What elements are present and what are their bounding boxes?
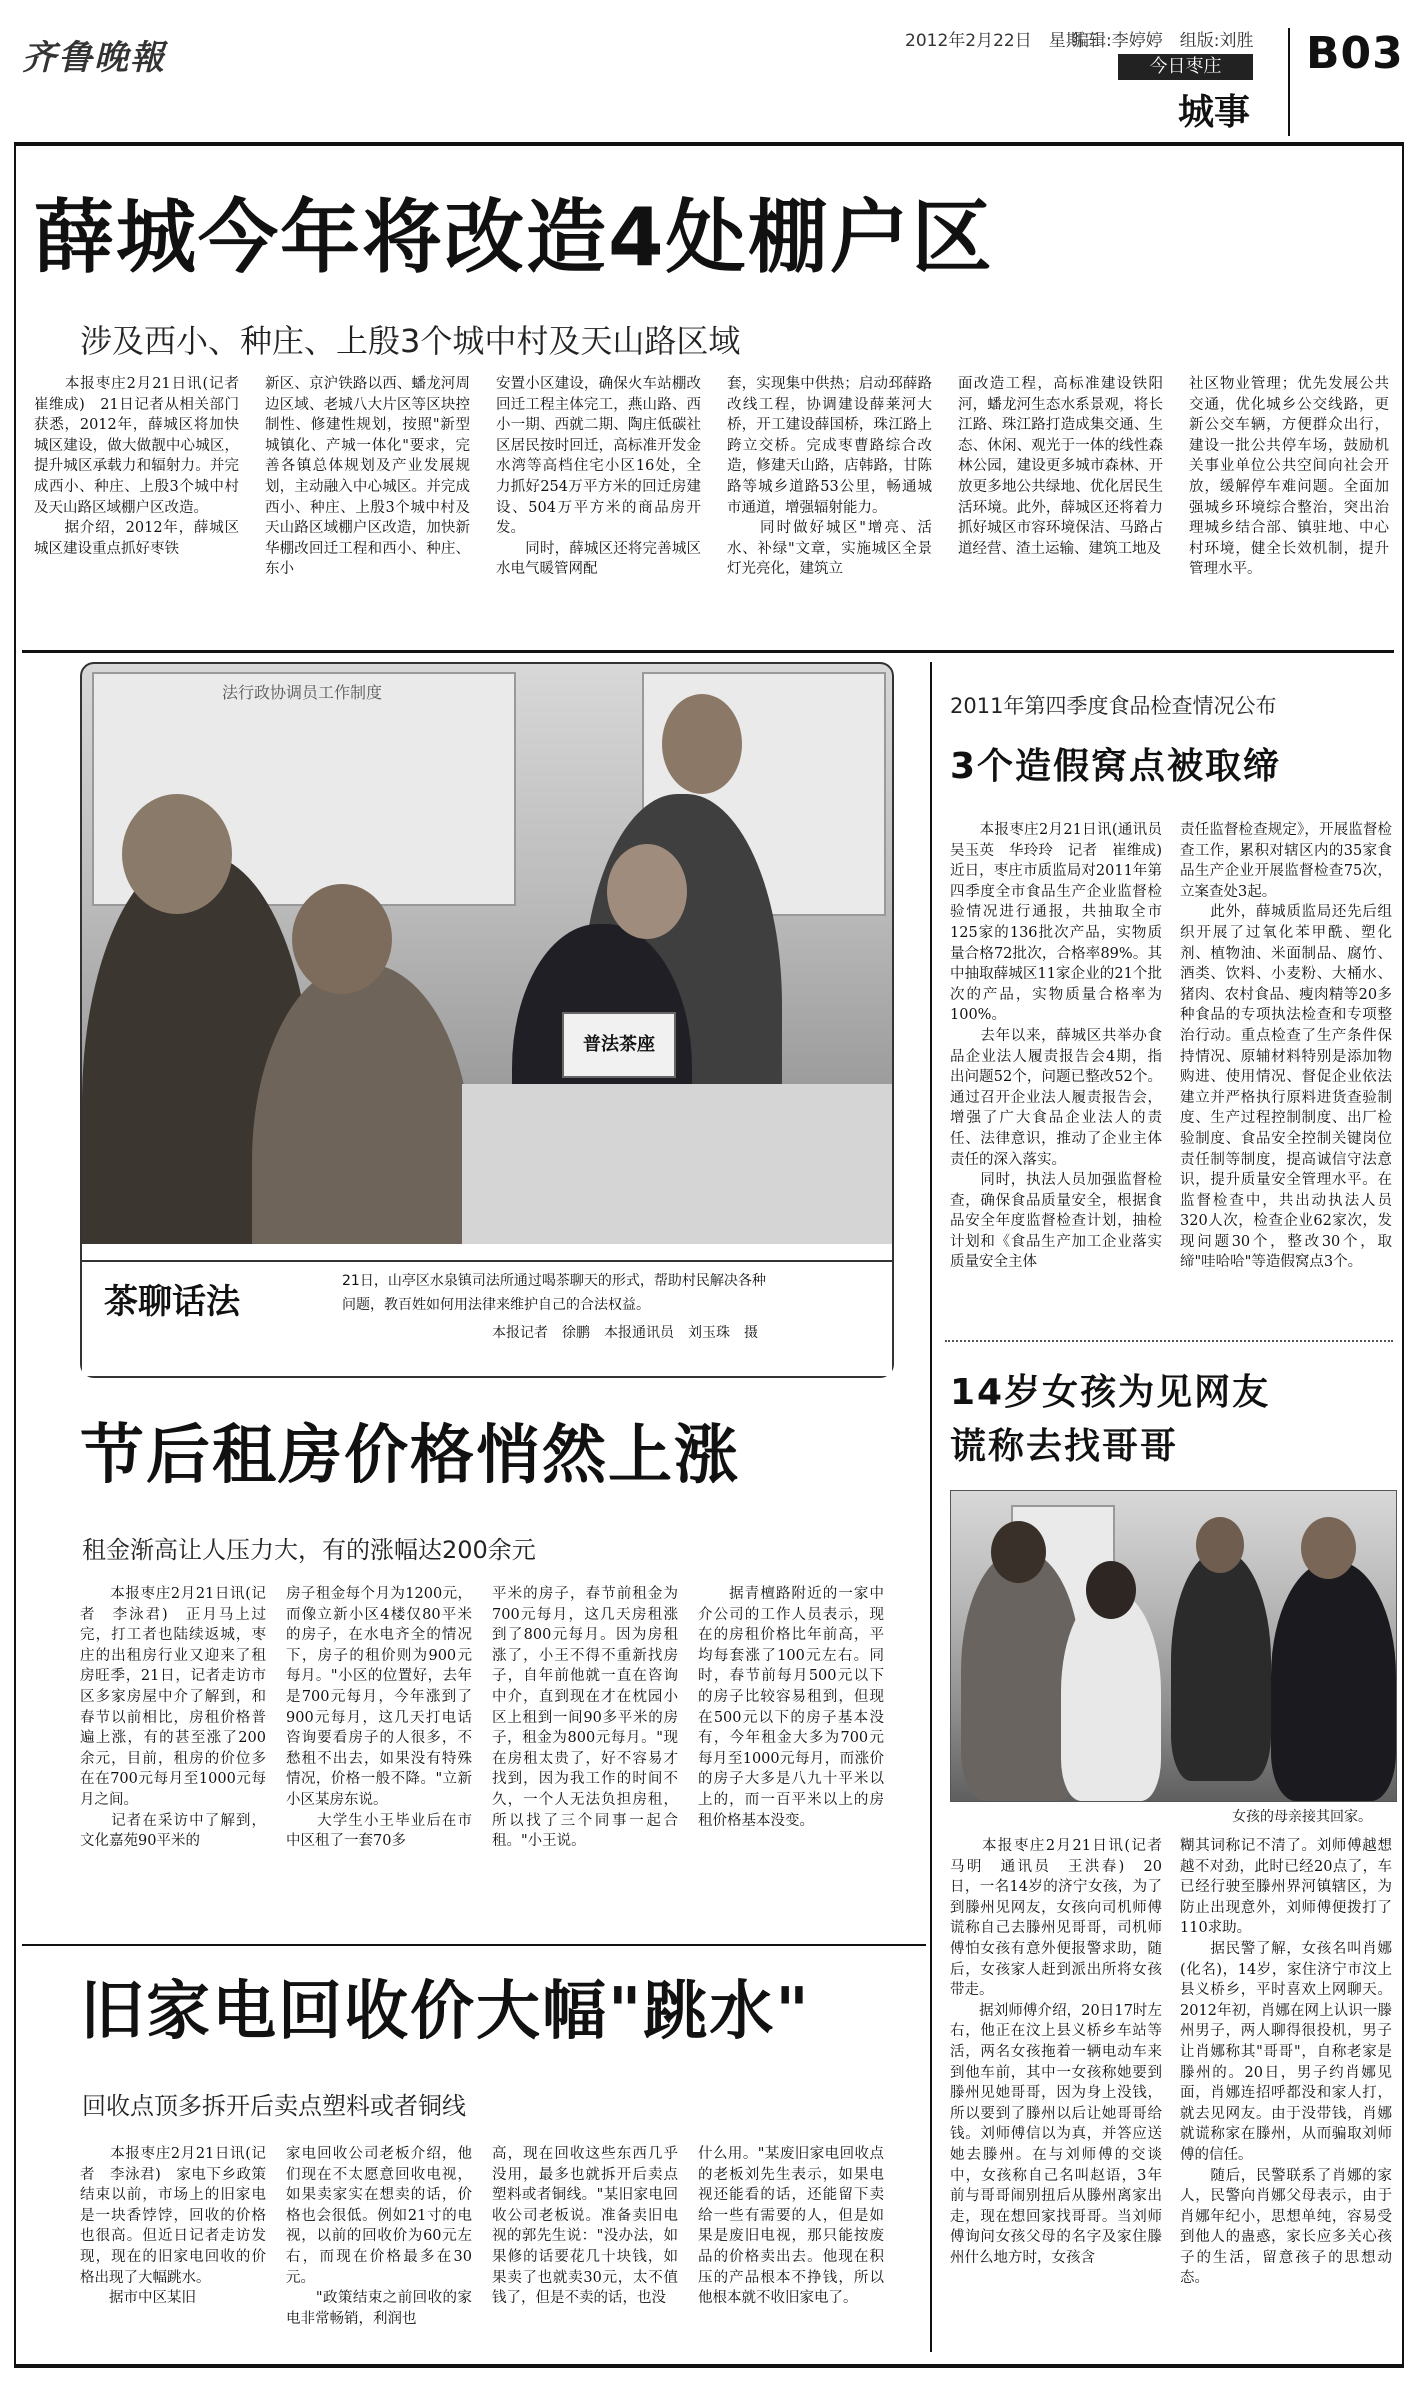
rent-column-3: 平米的房子，春节前租金为700元每月，这几天房租涨到了800元每月。因为房租涨了，小王不得不重新找房子，自年前他就一直在咨询中介，直到现在才在枕园小区上租到一间90多平米的房子，租金为800元每月。"现在房租太贵了，好不容易才找到，因为我工作的时间不久，一个人无法负担房租，所以找了三个同事一起合租。"小王说。 (492, 1586, 678, 1850)
section-title: 城事 (1178, 92, 1251, 133)
mother-head (991, 1521, 1046, 1583)
lead-bottom-rule (22, 650, 1394, 653)
rent-column-2: 房子租金每个月为1200元，而像立新小区4楼仅80平米的房子，在水电齐全的情况下，房子的租价则为900元每月。"小区的位置好，去年是700元每月，今年涨到了900元每月，这几天打电话咨询要看房子的人很多，不愁租不出去，如果没有特殊情况，价格一般不降。"立新小区某房东说。 大学生小王毕业后在市中区租了一套70多 (286, 1586, 472, 1850)
girl-column-2: 糊其词称记不清了。刘师傅越想越不对劲，此时已经20点了，车已经行驶至滕州界河镇辖区，为防止出现意外，刘师傅便拨打了110求助。 据民警了解，女孩名叫肖娜(化名)，14岁，家住济宁市汶上县义桥乡，平时喜欢上网聊天。2012年初，肖娜在网上认识一滕州男子，两人聊得很投机，男子让肖娜称其"哥哥"，自称老家是滕州的。20日，男子约肖娜见面，肖娜连招呼都没和家人打，就去见网友。由于没带钱，肖娜就谎称家在滕州，从而骗取刘师傅的信任。 随后，民警联系了肖娜的家人，民警向肖娜父母表示，由于肖娜年纪小，思想单纯，容易受到他人的蛊惑，家长应多关心孩子的生活，留意孩子的思想动态。 (1180, 1838, 1392, 2287)
villager-head (292, 884, 392, 994)
page-frame-bottom (14, 2364, 1404, 2368)
girl-column-1: 本报枣庄2月21日讯(记者 马明 通讯员 王洪春) 20日，一名14岁的济宁女孩，为了到滕州见网友，女孩向司机师傅谎称自己去滕州见哥哥，司机师傅怕女孩有意外便报警求助，随后，女孩家人赶到派出所将女孩带走。 据刘师傅介绍，20日17时左右，他正在汶上县义桥乡车站等活，两名女孩拖着一辆电动车来到他车前，其中一女孩称她要到滕州见她哥哥，因为身上没钱，所以要到了滕州以后让她哥哥给钱。刘师傅信以为真，并答应送她去滕州。在与刘师傅的交谈中，女孩称自己名叫赵语，3年前与哥哥闹别扭后从滕州离家出走，现在想回家找哥哥。当刘师傅询问女孩父母的名字及家住滕州什么地方时，女孩含 (950, 1838, 1162, 2266)
policewoman-head (607, 844, 687, 939)
board-title: 法行政协调员工作制度 (222, 683, 383, 702)
appliance-column-3: 高，现在回收这些东西几乎没用，最多也就拆开后卖点塑料或者铜线。"某旧家电回收公司老板说。准备卖旧电视的郭先生说："没办法，如果修的话要花几十块钱，如果卖了也就卖30元，太不值钱了，但是不卖的话，也没 (492, 2146, 678, 2307)
appliance-subhead: 回收点顶多拆开后卖点塑料或者铜线 (82, 2092, 466, 2120)
appliance-column-1: 本报枣庄2月21日讯(记者 李泳君) 家电下乡政策结束以前，市场上的旧家电是一块香饽饽，回收的价格也很高。但近日记者走访发现，现在的旧家电回收的价格出现了大幅跳水。 据市中区某旧 (80, 2146, 266, 2307)
page-frame-left (14, 142, 16, 2366)
header-divider (1288, 28, 1290, 136)
section-tab: 今日枣庄 (1118, 54, 1253, 80)
lead-column-4: 套，实现集中供热；启动邳薛路改线工程，协调建设薛莱河大桥，开工建设薛国桥，珠江路上跨立交桥。完成枣曹路综合改造，修建天山路，店韩路，甘陈路等城乡道路53公里，畅通城市通道，增强辐射能力。 同时做好城区"增亮、活水、补绿"文章，实施城区全景灯光亮化，建筑立 (727, 376, 932, 578)
header-rule (14, 142, 1404, 146)
girl-photo (950, 1490, 1397, 1802)
appliance-column-4: 什么用。"某废旧家电回收点的老板刘先生表示，如果电视还能看的话，还能留下卖给一些有需要的人，但是如果是废旧电视，那只能按废品的价格卖出去。他现在积压的产品根本不挣钱，所以他根本就不收旧家电了。 (698, 2146, 884, 2307)
newspaper-brand: 齐鲁晚報 (22, 38, 166, 78)
girl-photo-caption: 女孩的母亲接其回家。 (1232, 1809, 1372, 1825)
editor-credit: 编辑:李婷婷 组版:刘胜 (1072, 31, 1254, 51)
appliance-headline: 旧家电回收价大幅"跳水" (80, 1975, 811, 2049)
lead-subhead: 涉及西小、种庄、上殷3个城中村及天山路区域 (80, 322, 741, 360)
girl-figure (1061, 1591, 1161, 1801)
caption-rule (82, 1260, 892, 1262)
old-man-head (122, 794, 232, 914)
tea-law-photo (80, 662, 894, 1378)
right-column-divider (930, 662, 932, 2352)
photo-credit: 本报记者 徐鹏 本报通讯员 刘玉珠 摄 (492, 1325, 758, 1341)
tea-seat-sign: 普法茶座 (562, 1012, 676, 1078)
food-column-2: 责任监督检查规定》，开展监督检查工作，累积对辖区内的35家食品生产企业开展监督检查75次，立案查处3起。 此外，薛城质监局还先后组织开展了过氧化苯甲酰、塑化剂、植物油、米面制品、腐竹、酒类、饮料、小麦粉、大桶水、猪肉、农村食品、瘦肉精等20多种食品的专项执法检查和专项整治行动。重点检查了生产条件保持情况、原辅材料特别是添加物购进、使用情况、督促企业依法建立并严格执行原料进货查验制度、生产过程控制制度、出厂检验制度、食品安全控制关键岗位责任制等制度，提高诚信守法意识，提升质量安全管理水平。在监督检查中，共出动执法人员320人次，检查企业62家次，发现问题30个，整改30个，取缔"哇哈哈"等造假窝点3个。 (1180, 822, 1392, 1271)
rent-headline: 节后租房价格悄然上涨 (80, 1419, 740, 1493)
police-figure (1271, 1561, 1396, 1801)
rent-column-4: 据青檀路附近的一家中介公司的工作人员表示，现在的房租价格比年前高，平均每套涨了100元左右。同时，春节前每月500元以下的房子比较容易租到，但现在500元以下的房子基本没有，今年租金大多为700元每月至1000元每月，而涨价的房子大多是八九十平米以上的，而一百平米以上的房租价格基本没变。 (698, 1586, 884, 1829)
lead-column-2: 新区、京沪铁路以西、蟠龙河周边区域、老城八大片区等区块控制性、修建性规划，按照"新型城镇化、产城一体化"要求，完善各镇总体规划及产业发展规划，主动融入中心城区。并完成西小、种庄、上殷3个城中村及天山路区域棚户区改造，加快新华棚改回迁工程和西小、种庄、东小 (265, 376, 470, 578)
girl-head (1086, 1561, 1136, 1619)
lead-column-6: 社区物业管理；优先发展公共交通，优化城乡公交线路，更新公交车辆，方便群众出行，建设一批公共停车场，鼓励机关事业单位公共空间向社会开放，缓解停车难问题。全面加强城乡环境综合整治，突出治理城乡结合部、镇驻地、中心村环境，健全长效机制，提升管理水平。 (1189, 376, 1389, 578)
man-figure (1171, 1551, 1271, 1781)
photo-caption-line-1: 21日，山亭区水泉镇司法所通过喝茶聊天的形式，帮助村民解决各种 (342, 1273, 766, 1289)
officer-standing-head (662, 694, 742, 794)
page-number: B03 (1306, 28, 1404, 79)
food-headline: 3个造假窝点被取缔 (950, 746, 1282, 787)
rent-column-1: 本报枣庄2月21日讯(记者 李泳君) 正月马上过完，打工者也陆续返城，枣庄的出租房行业又迎来了租房旺季，21日，记者走访市区多家房屋中介了解到，和春节以前相比，房租价格普遍上涨，有的甚至涨了200余元，目前，租房的价位多在在700元每月至1000元每月之间。 记者在采访中了解到，文化嘉苑90平米的 (80, 1586, 266, 1850)
lead-column-1: 本报枣庄2月21日讯(记者 崔维成) 21日记者从相关部门获悉，2012年，薛城区将加快城区建设，做大做靓中心城区，提升城区承载力和辐射力。并完成西小、种庄、上殷3个城中村及天山路区域棚户区改造。 据介绍，2012年，薛城区城区建设重点抓好枣铁 (34, 376, 239, 557)
girl-headline-2: 谎称去找哥哥 (950, 1426, 1179, 1467)
appliance-column-2: 家电回收公司老板介绍，他们现在不太愿意回收电视，如果卖家实在想卖的话，价格也会很低。例如21寸的电视，以前的回收价为60元左右，而现在价格最多在30元。 "政策结束之前回收的家电非常畅销，利润也 (286, 2146, 472, 2327)
food-bottom-rule (945, 1340, 1393, 1342)
girl-headline-1: 14岁女孩为见网友 (950, 1372, 1271, 1413)
lead-headline: 薛城今年将改造4处棚户区 (34, 191, 994, 284)
issue-date: 2012年2月22日 星期三 (905, 31, 1100, 51)
food-column-1: 本报枣庄2月21日讯(通讯员 吴玉英 华玲玲 记者 崔维成) 近日，枣庄市质监局对2011年第四季度全市食品生产企业监督检验情况进行通报，共抽取全市125家的136批次产品，实物质量合格72批次，合格率89%。其中抽取薛城区11家企业的21个批次的产品，实物质量合格率为100%。 去年以来，薛城区共举办食品企业法人履责报告会4期，指出问题52个，问题已整改52个。通过召开企业法人履责报告会，增强了广大食品企业法人的责任、法律意识，推动了企业主体责任的深入落实。 同时，执法人员加强监督检查，确保食品质量安全，根据食品安全年度监督检查计划，抽检计划和《食品生产加工企业落实质量安全主体 (950, 822, 1162, 1271)
man-head (1196, 1517, 1244, 1573)
lead-column-3: 安置小区建设，确保火车站棚改回迁工程主体完工，燕山路、西小一期、西就二期、陶庄低碳社区居民按时回迁，高标准开发金水湾等高档住宅小区16处，全力抓好254万平方米的回迁房建设、504万平方米的商品房开发。 同时，薛城区还将完善城区水电气暖管网配 (496, 376, 701, 578)
rent-subhead: 租金渐高让人压力大，有的涨幅达200余元 (82, 1536, 536, 1564)
photo-caption-line-2: 问题，教百姓如何用法律来维护自己的合法权益。 (342, 1297, 650, 1313)
police-head (1301, 1517, 1356, 1579)
page-frame-right (1402, 142, 1404, 2366)
photo-label: 茶聊话法 (104, 1282, 240, 1322)
lead-column-5: 面改造工程，高标准建设铁阳河，蟠龙河生态水系景观，将长江路、珠江路打造成集交通、生态、休闲、观光于一体的线性森林公园，建设更多城市森林、开放更多地公共绿地、优化居民生活环境。此外，薛城区还将着力抓好城区市容环境保洁、马路占道经营、渣土运输、建筑工地及 (958, 376, 1163, 557)
food-kicker: 2011年第四季度食品检查情况公布 (950, 694, 1277, 718)
rent-bottom-rule (22, 1944, 926, 1946)
